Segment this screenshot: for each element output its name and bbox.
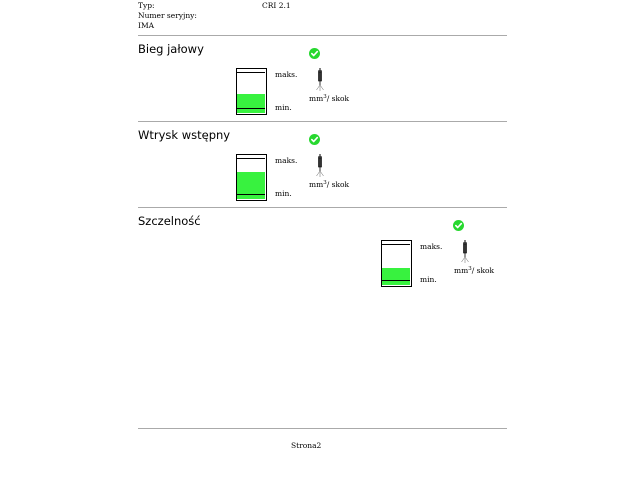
section-divider (138, 35, 507, 36)
section-title-idle: Bieg jałowy (138, 42, 204, 56)
gauge-fill (237, 94, 265, 113)
type-value: CRI 2.1 (262, 1, 291, 10)
section-divider (138, 121, 507, 122)
gauge-fill (382, 268, 410, 285)
syringe-icon (315, 68, 325, 92)
check-icon (309, 44, 320, 55)
section-title-leak-tightness: Szczelność (138, 214, 201, 228)
check-icon (453, 216, 464, 227)
footer-divider (138, 428, 507, 429)
section-title-pilot-injection: Wtrysk wstępny (138, 128, 231, 142)
check-icon (309, 130, 320, 141)
min-label: min. (275, 103, 292, 112)
ima-label: IMA (138, 21, 155, 30)
unit-label: $mm^3/$ skok (454, 266, 495, 275)
max-label: maks. (420, 242, 443, 251)
level-gauge (236, 68, 266, 114)
serial-number-label: Numer seryjny: (138, 11, 197, 20)
level-gauge (381, 240, 411, 286)
type-label: Typ: (138, 1, 155, 10)
syringe-icon (315, 154, 325, 178)
max-label: maks. (275, 156, 298, 165)
unit-label: $mm^3/$ skok (309, 180, 350, 189)
level-gauge (236, 154, 266, 200)
min-label: min. (275, 189, 292, 198)
max-label: maks. (275, 70, 298, 79)
section-divider (138, 207, 507, 208)
syringe-icon (460, 240, 470, 264)
unit-label: $mm^3/$ skok (309, 94, 350, 103)
min-label: min. (420, 275, 437, 284)
page-number: Strona2 (291, 441, 322, 450)
